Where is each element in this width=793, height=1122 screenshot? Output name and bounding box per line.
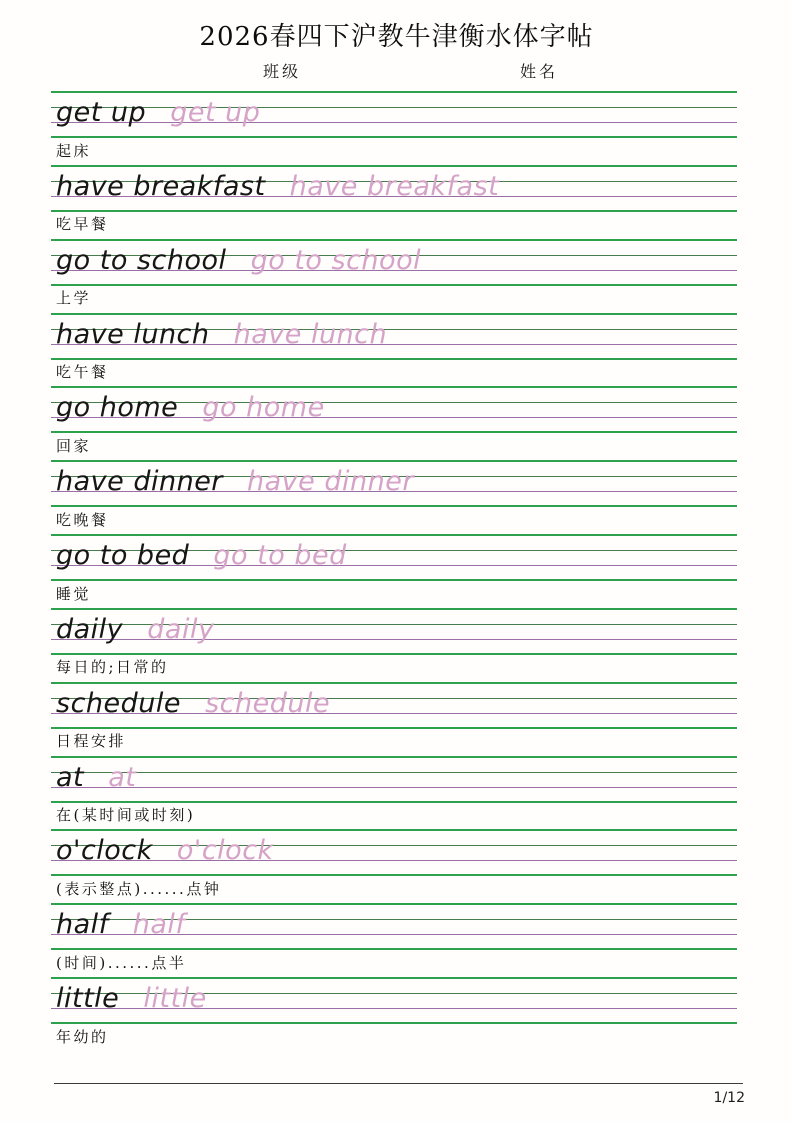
word-rows: [51, 91, 737, 1051]
four-line-guide: [51, 534, 737, 581]
word-row: [51, 91, 737, 165]
traced-word: have dinner: [247, 466, 414, 498]
four-line-guide: [51, 756, 737, 803]
traced-word: little: [143, 983, 207, 1015]
word-row: [51, 460, 737, 534]
word-line: [56, 99, 260, 126]
word-row: [51, 386, 737, 460]
four-line-guide: [51, 239, 737, 286]
word-line: [56, 909, 186, 941]
word-line: [56, 613, 215, 645]
word-row: [51, 608, 737, 682]
english-word: daily: [56, 613, 124, 645]
traced-word: have lunch: [233, 318, 388, 350]
chinese-translation: 在(某时间或时刻): [56, 806, 196, 825]
four-line-guide: [51, 165, 737, 212]
word-line: [56, 170, 500, 202]
word-row: [51, 756, 737, 830]
chinese-translation: 吃早餐: [56, 215, 109, 234]
traced-word: go to bed: [213, 540, 347, 572]
word-row: [51, 682, 737, 756]
english-word: go to school: [56, 244, 227, 276]
four-line-guide: [51, 977, 737, 1024]
traced-word: o'clock: [176, 835, 274, 867]
word-row: [51, 165, 737, 239]
english-word: o'clock: [56, 835, 153, 867]
english-word: schedule: [56, 687, 181, 719]
four-line-guide: [51, 608, 737, 655]
traced-word: go home: [202, 392, 325, 424]
chinese-translation: 回家: [56, 436, 92, 455]
word-line: [56, 540, 347, 572]
traced-word: have breakfast: [289, 170, 500, 202]
english-word: little: [56, 983, 120, 1015]
english-word: have dinner: [56, 466, 223, 498]
english-word: go home: [56, 392, 179, 424]
english-word: at: [56, 761, 85, 793]
word-line: [56, 835, 274, 867]
chinese-translation: 起床: [56, 141, 92, 160]
four-line-guide: [51, 91, 737, 138]
chinese-translation: 日程安排: [56, 732, 127, 751]
word-line: [56, 318, 388, 350]
four-line-guide: [51, 903, 737, 950]
name-label: 姓名: [520, 62, 559, 81]
four-line-guide: [51, 386, 737, 433]
word-row: [51, 829, 737, 903]
chinese-translation: 年幼的: [56, 1027, 109, 1046]
chinese-translation: 睡觉: [56, 584, 92, 603]
english-word: half: [56, 909, 109, 941]
four-line-guide: [51, 313, 737, 360]
footer-rule: [54, 1083, 743, 1084]
word-line: [56, 687, 331, 719]
traced-word: go to school: [250, 244, 422, 276]
chinese-translation: 吃午餐: [56, 363, 109, 382]
class-label: 班级: [263, 62, 302, 81]
word-line: [56, 392, 325, 424]
chinese-translation: 吃晚餐: [56, 510, 109, 529]
four-line-guide: [51, 682, 737, 729]
page-number: 1/12: [713, 1090, 745, 1106]
english-word: have breakfast: [56, 170, 266, 202]
word-row: [51, 977, 737, 1051]
traced-word: schedule: [205, 687, 331, 719]
word-row: [51, 239, 737, 313]
page-title: 2026春四下沪教牛津衡水体字帖: [199, 22, 594, 52]
word-row: [51, 313, 737, 387]
word-line: [56, 761, 137, 793]
chinese-translation: (表示整点)......点钟: [56, 879, 222, 898]
four-line-guide: [51, 829, 737, 876]
word-row: [51, 534, 737, 608]
word-line: [56, 244, 422, 276]
word-row: [51, 903, 737, 977]
english-word: get up: [56, 97, 147, 128]
chinese-translation: 每日的;日常的: [56, 658, 169, 677]
english-word: have lunch: [56, 318, 210, 350]
english-word: go to bed: [56, 540, 190, 572]
word-line: [56, 983, 207, 1015]
traced-word: at: [108, 761, 137, 793]
chinese-translation: (时间)......点半: [56, 953, 187, 972]
four-line-guide: [51, 460, 737, 507]
word-line: [56, 466, 414, 498]
traced-word: daily: [147, 613, 215, 645]
chinese-translation: 上学: [56, 289, 92, 308]
traced-word: get up: [170, 97, 261, 128]
traced-word: half: [132, 909, 186, 941]
